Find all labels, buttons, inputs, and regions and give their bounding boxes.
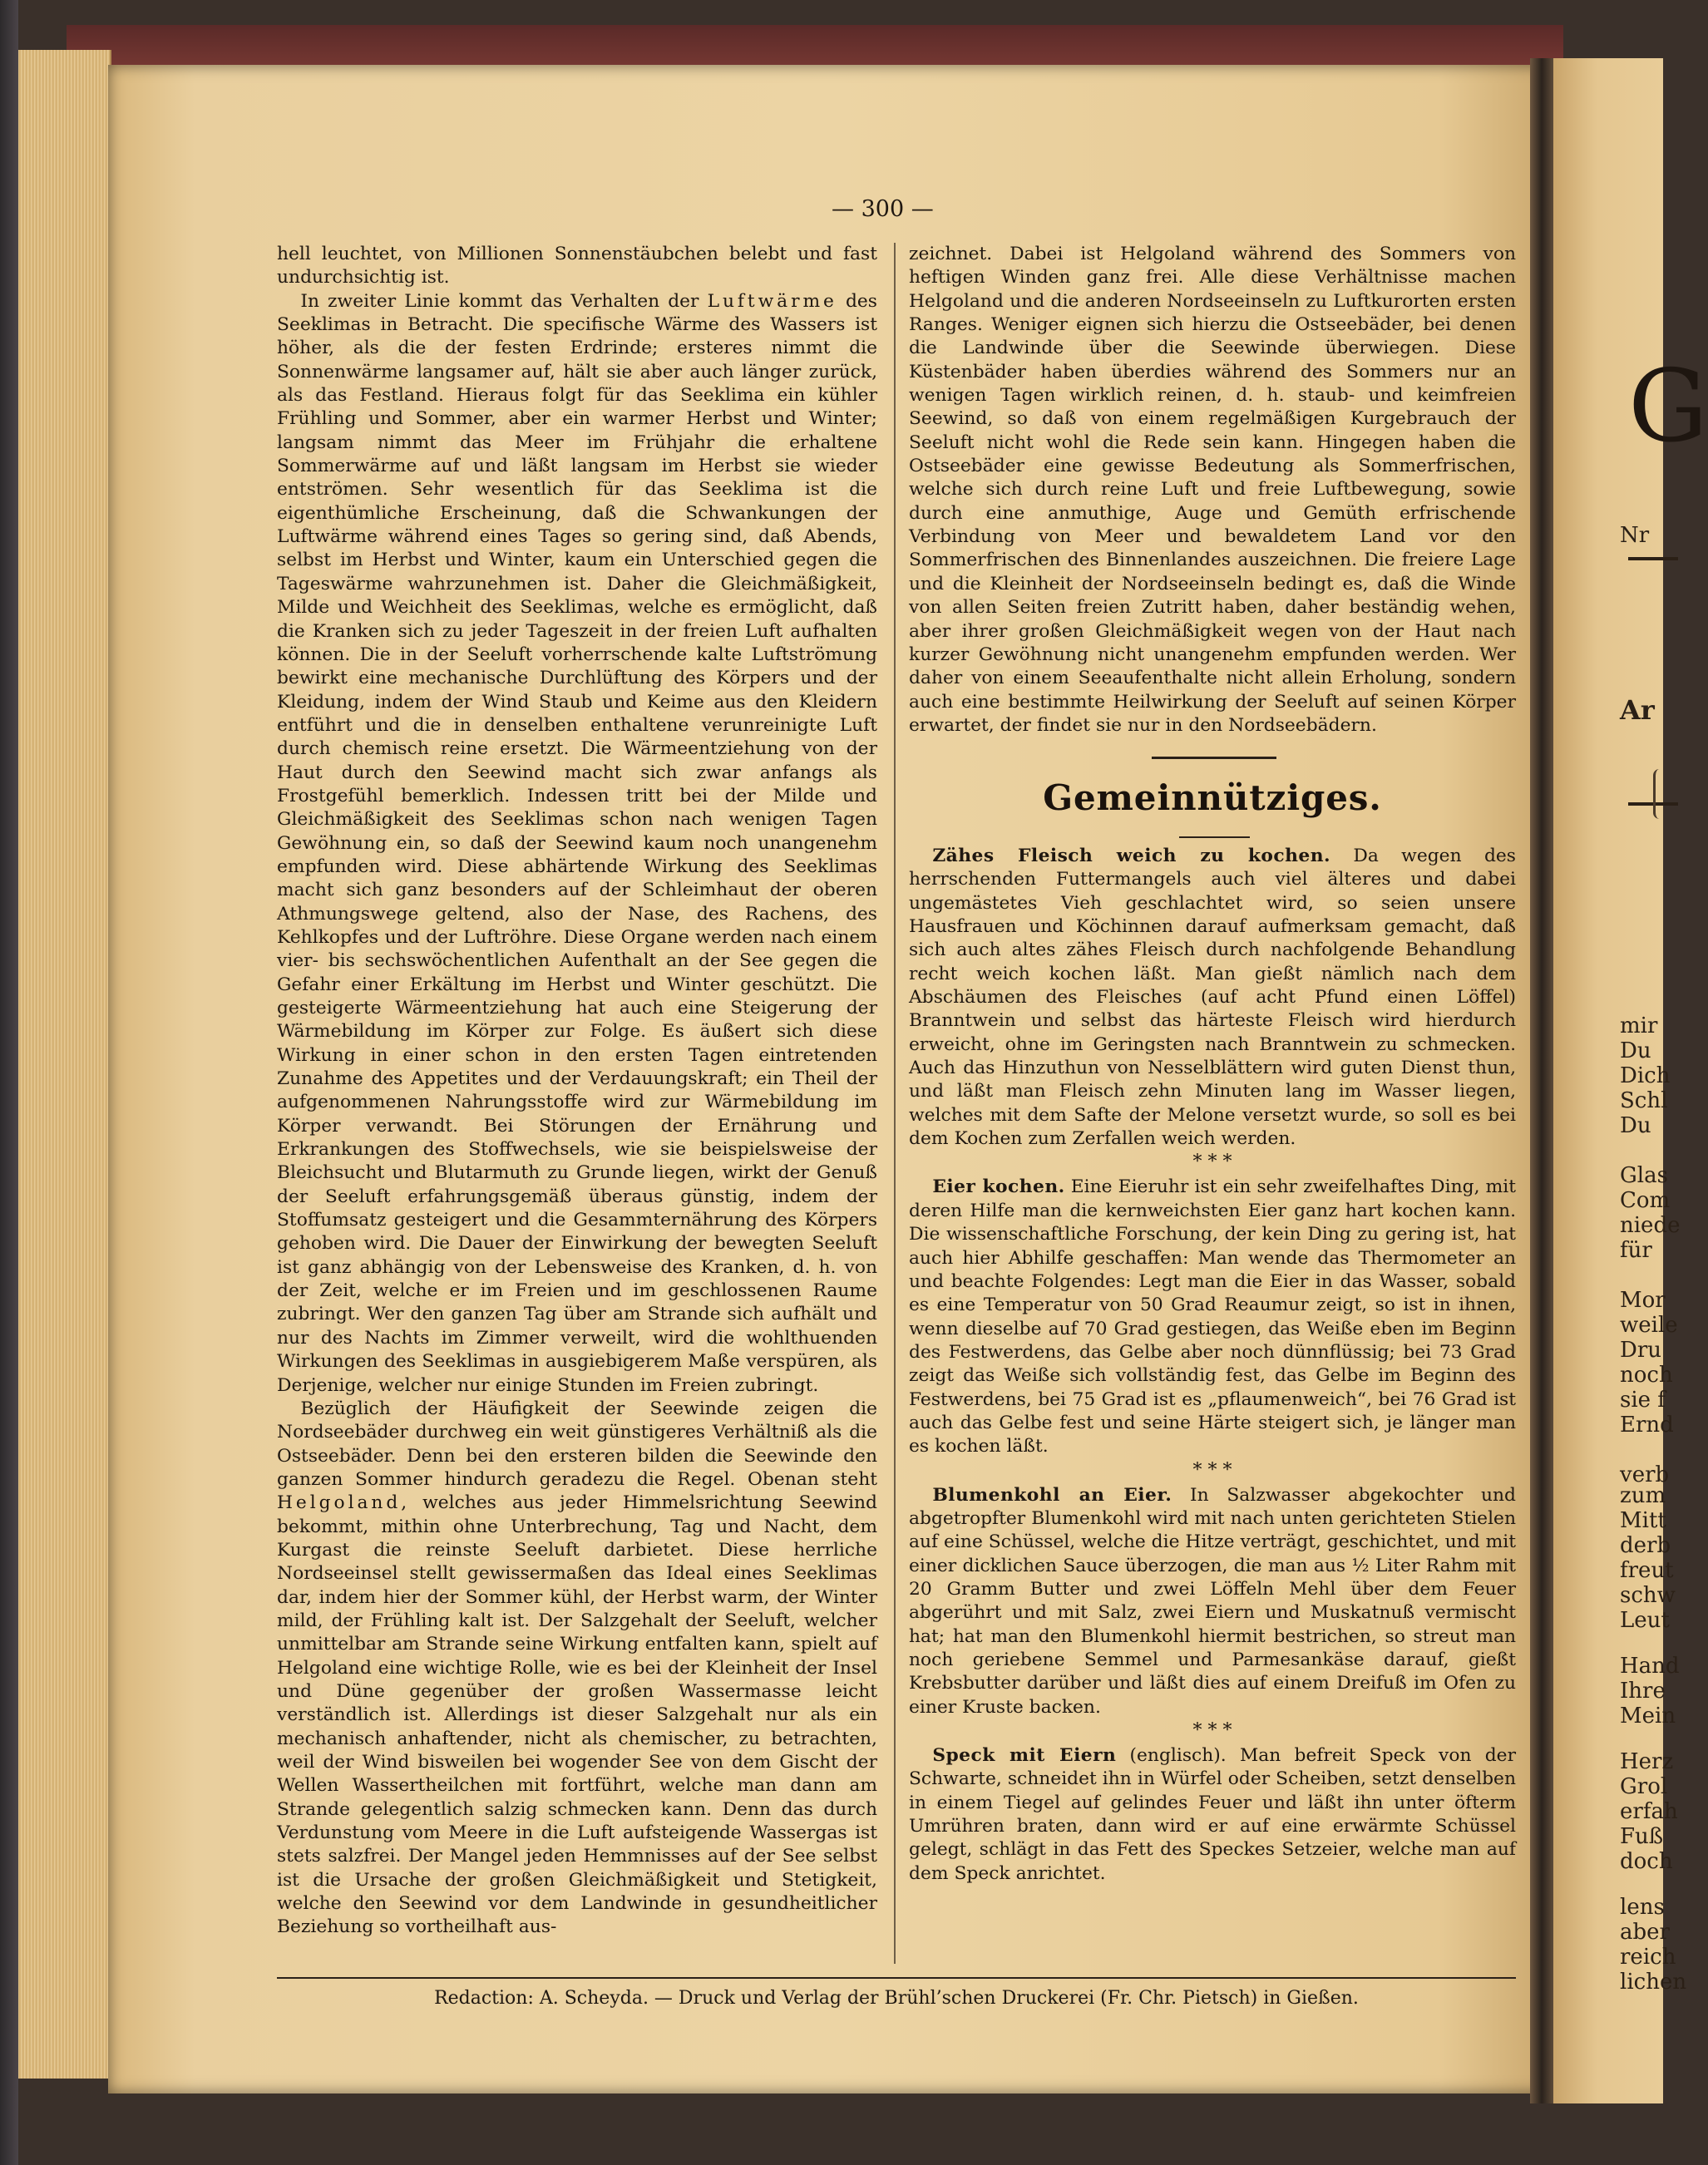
emphasis-helgoland: Helgoland [277,1492,402,1514]
facing-page-mark [1653,769,1666,819]
facing-page-fragment: sie f [1620,1388,1666,1413]
book-gutter [1530,58,1553,2103]
facing-page-fragment: Ar [1620,694,1655,726]
facing-page-fragment: reich [1620,1945,1676,1970]
paragraph [277,290,877,1398]
paragraph-text: , welches aus jeder Himmelsrichtung Seewind bekommt, mithin ohne Unterbrechung, Tag und Nacht, dem Kurgast die reinste Seeluft darbietet. Diese herrliche Nordseeinsel stellt gewissermaßen das Ideal eines Seeklimas dar, indem hier der Sommer kühl, der Herbst warm, der Winter mild, der Frühling kalt ist. Der Salzgehalt der Seeluft, welcher unmittelbar am Strande seine Wirkung entfalten kann, spielt auf Helgoland eine wichtige Rolle, wie es bei der Kleinheit der Insel und Düne gegenüber der großen Wassermasse leicht verständlich ist. Allerdings ist dieser Salzgehalt nur als ein mechanisch anhaftender, nicht als chemischer, zu betrachten, weil der Wind bisweilen bei wogender See von dem Gischt der Wellen Wassertheilchen mit fortführt, welche man dann am Strande gelegentlich salzig schmecken kann. Denn das durch Verdunstung vom Meere in die Luft aufsteigende Wassergas ist stets salzfrei. Der Mangel jeden Hemmnisses auf der See selbst ist die Ursache der großen Gleichmäßigkeit und Stetigkeit, welche den Seewind vor dem Landwinde in gesundheitlicher Beziehung so vortheilhaft aus- [277,1492,877,1938]
facing-page-fragment: freut [1620,1558,1674,1583]
recipe-title: Speck mit Eiern [932,1745,1117,1767]
page-stack-edge [18,50,111,2079]
recipe-note: (englisch). [1129,1745,1227,1767]
page-number: — 300 — [832,196,934,222]
facing-page-fragment: Fuß [1620,1824,1664,1849]
recipe-text: Eine Eieruhr ist ein sehr zweifelhaftes Ding, mit deren Hilfe man die kernweichsten Eier ganz hart kochen kann. Die wissenschaftliche Forschung, der kein Ding zu gering ist, hat auch hier Abhilfe geschaffen: Man wende das Thermometer an und beachte Folgendes: Legt man die Eier in das Wasser, sobald es eine Temperatur von 50 Grad Reaumur zeigt, so ist in ihnen, wenn dieselbe auf 70 Grad gestiegen, das Weiße eben im Beginn des Festwerdens, das Gelbe aber noch dünnflüssig; bei 73 Grad zeigt das Weiße sich vollständig fest, das Gelbe im Beginn des Festwerdens, bei 75 Grad ist es „pflaumenweich“, bei 76 Grad ist auch das Gelbe fest und seine Härte steigert sich, je länger man es kochen läßt. [909,1176,1516,1457]
recipe-text: In Salzwasser abgekochter und abgetropfter Blumenkohl wird mit nach unten gerichteten Stielen auf eine Schüssel, welche die Hitze verträgt, geschichtet, und mit einer dicklichen Sauce überzogen, die man aus ½ Liter Rahm mit 20 Gramm Butter und zwei Löffeln Mehl über dem Feuer abgerührt und mit Salz, zwei Eiern und Muskatnuß vermischt hat; hat man den Blumenkohl hiermit bestrichen, so streut man noch geriebene Semmel und Parmesankäse darauf, gießt Krebsbutter darüber und läßt dies auf einem Dreifuß im Ofen zu einer Kruste backen. [909,1484,1516,1718]
facing-page-fragment: doch [1620,1849,1673,1874]
separator-stars: * * * [1192,1152,1232,1173]
recipe-title: Zähes Fleisch weich zu kochen. [932,846,1331,866]
recipe-title: Eier kochen. [932,1176,1065,1198]
facing-page-fragment: Leut [1620,1608,1670,1633]
heading-rule [1179,836,1250,838]
facing-page-fragment: Dich [1620,1063,1671,1088]
recipe-speck-mit-eiern [909,1744,1516,1886]
facing-page-fragment: lens [1620,1895,1665,1920]
facing-page-initial: G [1628,349,1708,465]
left-column [277,243,877,1940]
facing-page-fragment: Nr [1620,523,1650,548]
facing-page-fragment: zum [1620,1483,1666,1508]
recipes-column [909,845,1516,1886]
recipe-eier-kochen [909,1176,1516,1458]
facing-page-edge [1553,58,1708,2103]
emphasis-luftwaerme: Luftwärme [707,290,837,312]
facing-page-fragment: niede [1620,1213,1681,1238]
recipe-text: Man befreit Speck von der Schwarte, schneidet ihn in Würfel oder Scheiben, setzt denselben in einem Tiegel auf gelindes Feuer und läßt ihn unter öfterm Umrühren braten, dann wird er auf eine erwärmte Schüssel gelegt, schlägt in das Fett des Speckes Setzeier, welche man auf dem Speck anrichtet. [909,1745,1516,1884]
facing-page-fragment: Mein [1620,1704,1676,1729]
right-column [909,243,1516,737]
footer-rule [277,1977,1516,1979]
facing-page-fragment: Schl [1620,1088,1668,1113]
facing-page-fragment: mir [1620,1013,1658,1038]
facing-page-fragment: für [1620,1238,1652,1263]
facing-page-fragment: Du [1620,1038,1651,1063]
paragraph-lead: In zweiter Linie kommt das Verhalten der [300,290,699,312]
facing-page-fragment: weile [1620,1313,1678,1338]
separator-stars: * * * [1192,1720,1232,1742]
facing-page-fragment: Com [1620,1188,1671,1213]
paragraph [277,1398,877,1940]
facing-page-fragment: Ihre [1620,1679,1666,1704]
facing-page-fragment: Grol [1620,1774,1668,1799]
paragraph: zeichnet. Dabei ist Helgoland während des Sommers von heftigen Winden ganz frei. Alle diese Verhältnisse machen Helgoland und die anderen Nordseeinseln zu Luftkurorten ersten Ranges. Weniger eignen sich hierzu die Ostseebäder, bei denen die Landwinde über die Seewinde überwiegen. Diese Küstenbäder haben überdies während des Sommers nur an wenigen Tagen wirklich reinen, d. h. staub- und keimfreien Seewind, so daß von einem regelmäßigen Kurgebrauch der Seeluft nicht wohl die Rede sein kann. Hingegen haben die Ostseebäder eine gewisse Bedeutung als Sommerfrischen, welche sich durch reine Luft und freie Luftbewegung, sowie durch eine anmuthige, Auge und Gemüth erfrischende Verbindung von Meer und bewaldetem Land vor den Sommerfrischen des Binnenlandes auszeichnen. Die freiere Lage und die Kleinheit der Nordseeinseln bedingt es, daß die Winde von allen Seiten freien Zutritt haben, daher beständig wehen, aber ihrer großen Gleichmäßigkeit wegen von der Haut nach kurzer Gewöhnung nicht unangenehm empfunden werden. Wer daher von einem Seeaufenthalte nicht allein Erholung, sondern auch eine bestimmte Heilwirkung der Seeluft auf seinen Körper erwartet, der findet sie nur in den Nordseebädern. [909,244,1516,736]
facing-page-fragment: Hand [1620,1654,1680,1679]
facing-page-fragment: noch [1620,1363,1673,1388]
facing-page-fragment: erfah [1620,1799,1678,1824]
facing-page-fragment: Mor [1620,1288,1666,1313]
facing-page-fragment: derb [1620,1533,1671,1558]
paragraph-text: des Seeklimas in Betracht. Die specifische Wärme des Wassers ist höher, als die der festen Erdrinde; ersteres nimmt die Sonnenwärme langsamer auf, hält sie aber auch länger zurück, als das Festland. Hieraus folgt für das Seeklima ein kühler Frühling und Sommer, aber ein warmer Herbst und Winter; langsam nimmt das Meer im Frühjahr die erhaltene Sommerwärme auf und läßt langsam im Herbst sie wieder entströmen. Sehr wesentlich für das Seeklima ist die eigenthümliche Erscheinung, daß die Schwankungen der Luftwärme während eines Tages so gering sind, daß Abends, selbst im Herbst und Winter, kaum ein Unterschied gegen die Tageswärme wahrzunehmen ist. Daher die Gleichmäßigkeit, Milde und Weichheit des Seeklimas, welche es ermöglicht, daß die Kranken sich zu jeder Tageszeit in der freien Luft aufhalten können. Die in der Seeluft vorherrschende kalte Luftströmung bewirkt eine mechanische Durchlüftung des Körpers und der Kleidung, indem der Wind Staub und Keime aus den Kleidern entführt und die in denselben enthaltene verunreinigte Luft durch chemisch reine ersetzt. Die Wärmeentziehung von der Haut durch den Seewind macht sich zwar anfangs als Frostgefühl bemerklich. Indessen tritt bei der Milde und Gleichmäßigkeit des Seeklimas schon nach wenigen Tagen Gewöhnung ein, so daß der Seewind kaum noch unangenehm empfunden wird. Diese abhärtende Wirkung des Seeklimas macht sich ganz besonders auf der Schleimhaut der oberen Athmungswege geltend, also der Nase, des Rachens, des Kehlkopfes und der Luftröhre. Diese Organe werden nach einem vier- bis sechswöchentlichen Aufenthalt an der See gegen die Gefahr einer Erkältung im Herbst und Winter geschützt. Die gesteigerte Wärmeentziehung hat auch eine Steigerung der Wärmebildung im Körper zur Folge. Es äußert sich diese Wirkung in einer schon in den ersten Tagen eintretenden Zunahme des Appetites und der Verdauungskraft; ein Theil der aufgenommenen Nahrungsstoffe wird zur Wärmebildung im Körper verwandt. Bei Störungen der Ernährung und Erkrankungen des Stoffwechsels, wie sie beispielsweise der Bleichsucht und Blutarmuth zu Grunde liegen, wirkt der Genuß der Seeluft erfahrungsgemäß überaus günstig, indem der Stoffumsatz gesteigert und die Gesammternährung des Körpers gehoben wird. Die Dauer der Einwirkung der bewegten Seeluft ist ganz abhängig von der Lebensweise des Kranken, d. h. von der Zeit, welche er im Freien und im geschlossenen Raume zubringt. Wer den ganzen Tag über am Strande sich aufhält und nur des Nachts im Zimmer verweilt, wird die wohlthuenden Wirkungen des Seeklimas in ausgiebigerem Maße verspüren, als Derjenige, welcher nur einige Stunden im Freien zubringt. [277,290,877,1396]
recipe-blumenkohl [909,1484,1516,1719]
facing-page-fragment: verb [1620,1462,1670,1487]
paragraph-lead: Bezüglich der Häufigkeit der Seewinde zeigen die Nordseebäder durchweg ein weit günstigeres Verhältniß als die Ostseebäder. Denn bei den ersteren bilden die Seewinde den ganzen Sommer hindurch geradezu die Regel. Obenan steht [277,1398,877,1490]
facing-page-fragment: Herz [1620,1749,1674,1774]
paragraph: hell leuchtet, von Millionen Sonnenstäubchen belebt und fast undurchsichtig ist. [277,244,877,289]
recipe-text: Da wegen des herrschenden Futtermangels auch viel älteres und dabei ungemästetes Vieh geschlachtet wird, so seien unsere Hausfrauen und Köchinnen darauf aufmerksam gemacht, daß sich auch altes zähes Fleisch durch nachfolgende Behandlung recht weich kochen läßt. Man gießt nämlich nach dem Abschäumen des Fleisches (auf acht Pfund einen Löffel) Branntwein und selbst das härteste Fleisch wird hierdurch erweicht, ohne im Geringsten nach Branntwein zu schmecken. Auch das Hinzuthun von Nesselblättern wird guten Dienst thun, und läßt man Fleisch zehn Minuten lang im Wasser liegen, welches mit dem Safte der Melone versetzt wurde, so soll es bei dem Kochen zum Zerfallen weich werden. [909,846,1516,1150]
facing-page-rule [1628,557,1678,560]
book-cover-edge [0,0,18,2165]
recipe-zaehes-fleisch [909,845,1516,1151]
facing-page-fragment: schw [1620,1583,1676,1608]
facing-page-fragment: lichen [1620,1970,1687,1995]
recipe-title: Blumenkohl an Eier. [932,1484,1172,1506]
section-rule [1152,757,1276,759]
column-divider [894,243,896,1964]
facing-page-fragment: Mitt [1620,1508,1666,1533]
facing-page-fragment: Du [1620,1113,1651,1138]
facing-page-fragment: Glas [1620,1163,1668,1188]
separator-stars: * * * [1192,1459,1232,1481]
section-heading: Gemeinnütziges. [1043,777,1382,818]
facing-page-fragment: Dru [1620,1338,1662,1363]
imprint-footer: Redaction: A. Scheyda. — Druck und Verlag der Brühl’schen Druckerei (Fr. Chr. Pietsch) in Gießen. [434,1988,1359,2009]
facing-page-fragment: aber [1620,1920,1670,1945]
facing-page-fragment: Ernd [1620,1413,1674,1438]
